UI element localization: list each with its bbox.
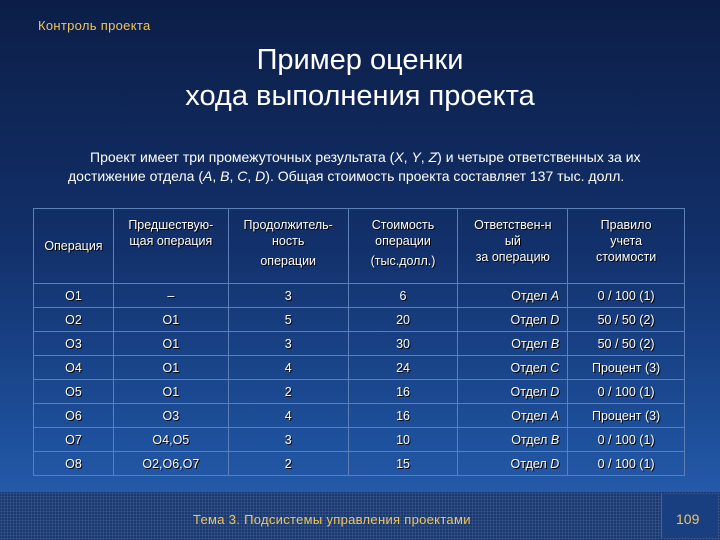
dept-letter: B: [550, 432, 560, 447]
cell-cost: 16: [348, 404, 458, 428]
project-table: [33, 208, 685, 476]
dept-label: Отдел: [510, 384, 547, 399]
dept-d: D: [255, 168, 266, 184]
cell-cost: 24: [348, 356, 458, 380]
separator: ,: [212, 168, 221, 184]
dept-label: Отдел: [511, 288, 548, 303]
cell-cost-rule: Процент (3): [568, 356, 685, 380]
dept-label: Отдел: [511, 336, 548, 351]
header-operation: [34, 209, 114, 284]
header-responsible: [458, 209, 568, 284]
table-row: [34, 428, 685, 452]
table-row: [34, 284, 685, 308]
dept-label: Отдел: [510, 312, 547, 327]
cell-predecessor: О1: [113, 332, 228, 356]
header-text: ый: [504, 234, 521, 248]
cell-operation: О5: [34, 380, 114, 404]
intro-paragraph: [68, 148, 668, 186]
dept-letter: A: [550, 288, 560, 303]
table-row: [34, 404, 685, 428]
cell-duration: 4: [228, 356, 348, 380]
footer-topic: Тема 3. Подсистемы управления проектами: [193, 512, 471, 527]
table-row: [34, 308, 685, 332]
dept-label: Отдел: [511, 408, 548, 423]
header-text: Правило: [600, 218, 652, 232]
cell-cost-rule: 0 / 100 (1): [568, 452, 685, 476]
title-line-2: хода выполнения проекта: [185, 80, 535, 112]
cell-duration: 3: [228, 284, 348, 308]
separator: ,: [420, 149, 429, 165]
cell-responsible: [458, 452, 568, 476]
intro-text-1: Проект имеет три промежуточных результата (: [90, 149, 395, 165]
cell-cost-rule: Процент (3): [568, 404, 685, 428]
cell-predecessor: О2,О6,О7: [113, 452, 228, 476]
dept-letter: D: [550, 312, 560, 327]
cell-operation: О2: [34, 308, 114, 332]
cell-operation: О3: [34, 332, 114, 356]
cell-duration: 2: [228, 452, 348, 476]
cell-cost-rule: 0 / 100 (1): [568, 380, 685, 404]
dept-a: A: [203, 168, 213, 184]
cell-predecessor: О1: [113, 308, 228, 332]
cell-cost-rule: 0 / 100 (1): [568, 428, 685, 452]
cell-cost: 15: [348, 452, 458, 476]
result-y: Y: [411, 149, 421, 165]
cell-operation: О4: [34, 356, 114, 380]
cell-duration: 5: [228, 308, 348, 332]
cell-duration: 3: [228, 428, 348, 452]
cell-cost: 16: [348, 380, 458, 404]
table-header-row: [34, 209, 685, 284]
cell-cost: 6: [348, 284, 458, 308]
cell-predecessor: –: [113, 284, 228, 308]
cell-predecessor: О3: [113, 404, 228, 428]
cell-responsible: [458, 308, 568, 332]
cell-operation: О8: [34, 452, 114, 476]
cell-responsible: [458, 332, 568, 356]
dept-label: Отдел: [510, 360, 547, 375]
table-row: [34, 452, 685, 476]
cell-responsible: [458, 380, 568, 404]
cell-duration: 4: [228, 404, 348, 428]
cell-operation: О6: [34, 404, 114, 428]
dept-label: Отдел: [511, 432, 548, 447]
separator: ,: [229, 168, 238, 184]
dept-label: Отдел: [510, 456, 547, 471]
cell-responsible: [458, 284, 568, 308]
dept-c: C: [237, 168, 248, 184]
section-label: Контроль проекта: [38, 18, 151, 33]
cell-responsible: [458, 428, 568, 452]
cell-operation: О7: [34, 428, 114, 452]
dept-letter: C: [550, 360, 560, 375]
page-number: 109: [676, 511, 700, 527]
header-text: Ответствен-н: [474, 218, 552, 232]
header-text: стоимости: [595, 250, 657, 264]
cell-cost: 10: [348, 428, 458, 452]
header-text: щая операция: [129, 234, 213, 248]
cell-duration: 3: [228, 332, 348, 356]
cell-cost: 20: [348, 308, 458, 332]
result-x: X: [394, 149, 404, 165]
header-cost: [348, 209, 458, 284]
table-row: [34, 356, 685, 380]
header-text: Операция: [44, 239, 103, 253]
intro-text-3: ). Общая стоимость проекта составляет 137 тыс. долл.: [265, 168, 625, 184]
cell-cost-rule: 0 / 100 (1): [568, 284, 685, 308]
header-duration: [228, 209, 348, 284]
header-text: учета: [610, 234, 643, 248]
dept-b: B: [220, 168, 230, 184]
table-row: [34, 380, 685, 404]
cell-cost-rule: 50 / 50 (2): [568, 332, 685, 356]
header-predecessor: [113, 209, 228, 284]
header-cost-rule: [568, 209, 685, 284]
intro-text-2: ) и четыре ответственных за их достижение отдела (: [68, 149, 641, 184]
header-text: Продолжитель-: [243, 218, 333, 232]
header-text: операции: [260, 254, 317, 268]
table-row: [34, 332, 685, 356]
header-text: Предшествую-: [128, 218, 214, 232]
result-z: Z: [428, 149, 438, 165]
dept-letter: D: [550, 384, 560, 399]
table-body: [34, 284, 685, 476]
cell-cost: 30: [348, 332, 458, 356]
cell-predecessor: О4,О5: [113, 428, 228, 452]
header-text: за операцию: [475, 250, 550, 264]
header-text: ность: [272, 234, 305, 248]
header-text: операции: [375, 234, 431, 248]
header-text: (тыс.долл.): [370, 254, 436, 268]
header-text: Стоимость: [371, 218, 435, 232]
cell-responsible: [458, 356, 568, 380]
cell-responsible: [458, 404, 568, 428]
cell-operation: О1: [34, 284, 114, 308]
dept-letter: D: [550, 456, 560, 471]
cell-predecessor: О1: [113, 380, 228, 404]
cell-predecessor: О1: [113, 356, 228, 380]
slide-title: [0, 42, 720, 114]
title-line-1: Пример оценки: [256, 44, 464, 76]
separator: ,: [247, 168, 256, 184]
cell-duration: 2: [228, 380, 348, 404]
dept-letter: A: [550, 408, 560, 423]
cell-cost-rule: 50 / 50 (2): [568, 308, 685, 332]
separator: ,: [403, 149, 412, 165]
dept-letter: B: [550, 336, 560, 351]
